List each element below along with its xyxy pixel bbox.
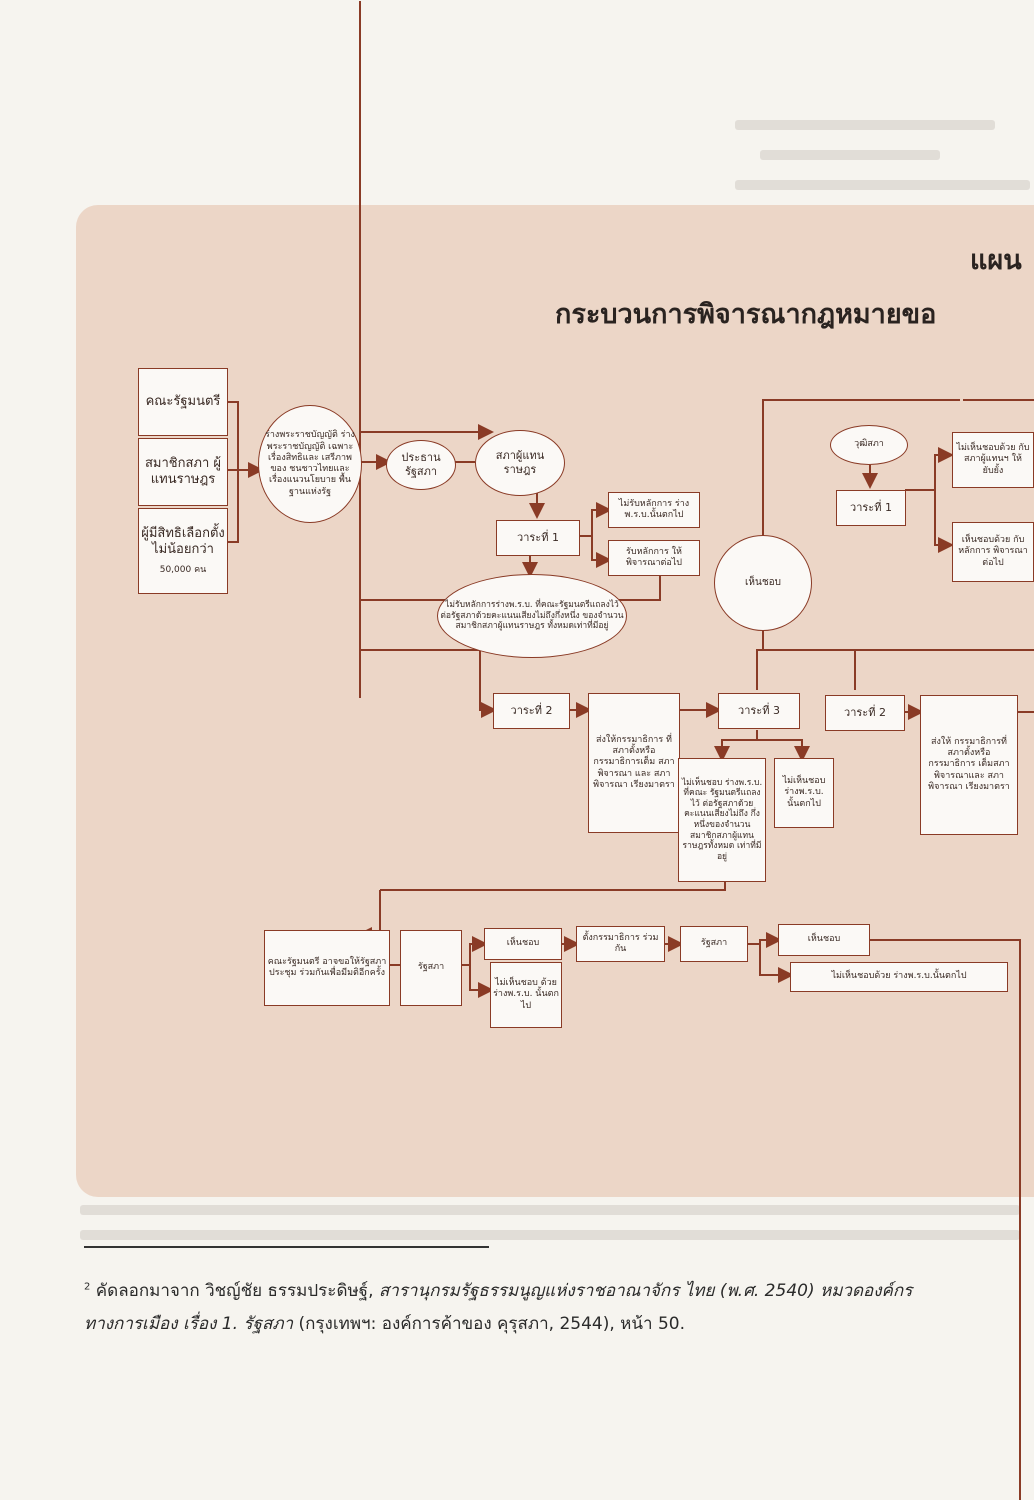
node-reject-principle: ไม่รับหลักการ ร่างพ.ร.บ.นั้นตกไป: [608, 492, 700, 528]
node-house: สภาผู้แทน ราษฎร: [475, 430, 565, 496]
node-joint-committee: ตั้งกรรมาธิการ ร่วมกัน: [576, 926, 665, 962]
node-reject-a: ไม่เห็นชอบ ด้วย ร่างพ.ร.บ. นั้นตกไป: [490, 962, 562, 1028]
node-voters-count: 50,000 คน: [159, 564, 207, 575]
node-parliament-a: รัฐสภา: [400, 930, 462, 1006]
node-reject-b: ไม่เห็นชอบด้วย ร่างพ.ร.บ.นั้นตกไป: [790, 962, 1008, 992]
node-reading1: วาระที่ 1: [496, 520, 580, 556]
node-senate-reject: ไม่เห็นชอบด้วย กับสภาผู้แทนฯ ให้ยับยั้ง: [952, 432, 1034, 488]
footnote-number: 2: [84, 1281, 91, 1293]
footnote-text-2: (กรุงเทพฯ: องค์การค้าของ คุรุสภา, 2544), หน้า 50.: [293, 1314, 685, 1335]
node-disagree: ไม่เห็นชอบ ร่างพ.ร.บ. นั้นตกไป: [774, 758, 834, 828]
node-agree-mid: เห็นชอบ: [714, 535, 812, 631]
footnote: [84, 1275, 954, 1341]
node-senate: วุฒิสภา: [830, 425, 908, 465]
diagram-title-line1: แผน: [970, 245, 1022, 276]
node-bill-types: ร่างพระราชบัญญัติ ร่างพระราชบัญญัติ เฉพาะเรื่องสิทธิและ เสรีภาพของ ชนชาวไทยและ เรื่องแนวนโยบาย พื้นฐานแห่งรัฐ: [258, 405, 362, 523]
node-senate-reading1: วาระที่ 1: [836, 490, 906, 526]
node-voters-label: ผู้มีสิทธิเลือกตั้ง ไม่น้อยกว่า: [141, 526, 225, 558]
node-cabinet: คณะรัฐมนตรี: [138, 368, 228, 436]
node-committee: ส่งให้กรรมาธิการ ที่สภาตั้งหรือ กรรมาธิการเต็ม สภาพิจารณา และ สภาพิจารณา เรียงมาตรา: [588, 693, 680, 833]
node-reject-note: ไม่รับหลักการร่างพ.ร.บ. ที่คณะรัฐมนตรีแถลงไว้ ต่อรัฐสภาด้วยคะแนนเสียงไม่ถึงกึ่งหนึ่ง ของจำนวนสมาชิกสภาผู้แทนราษฎร ทั้งหมดเท่าที่มีอยู่: [437, 574, 627, 658]
node-approve-a: เห็นชอบ: [484, 928, 562, 960]
node-voters: [138, 508, 228, 594]
node-reading3: วาระที่ 3: [718, 693, 800, 729]
node-reading2: วาระที่ 2: [493, 693, 570, 729]
footnote-title: สารานุกรมรัฐธรรมนูญแห่งราชอาณาจักร ไทย (พ.ศ. 2540) หมวดองค์กรทางการเมือง เรื่อง 1. รัฐสภา: [84, 1281, 913, 1335]
node-senate-accept: เห็นชอบด้วย กับหลักการ พิจารณาต่อไป: [952, 522, 1034, 582]
diagram-title-line2: กระบวนการพิจารณากฎหมายขอ: [555, 299, 937, 330]
node-accept-principle: รับหลักการ ให้พิจารณาต่อไป: [608, 540, 700, 576]
node-speaker: ประธาน รัฐสภา: [386, 440, 456, 490]
footnote-divider: [84, 1246, 489, 1248]
node-parliament-b: รัฐสภา: [680, 926, 748, 962]
node-joint-request: คณะรัฐมนตรี อาจขอให้รัฐสภาประชุม ร่วมกันเพื่อมีมติอีกครั้ง: [264, 930, 390, 1006]
footnote-text-1: คัดลอกมาจาก วิชญ์ชัย ธรรมประดิษฐ์,: [95, 1281, 379, 1301]
node-disagree-note: ไม่เห็นชอบ ร่างพ.ร.บ. ที่คณะ รัฐมนตรีแถลงไว้ ต่อรัฐสภาด้วย คะแนนเสียงไม่ถึง กึ่งหนึ่งของจำนวน สมาชิกสภาผู้แทน ราษฎรทั้งหมด เท่าที่มีอยู่: [678, 758, 766, 882]
node-senate-committee: ส่งให้ กรรมาธิการที่ สภาตั้งหรือ กรรมาธิการ เต็มสภา พิจารณาและ สภาพิจารณา เรียงมาตรา: [920, 695, 1018, 835]
node-senate-reading2: วาระที่ 2: [825, 695, 905, 731]
node-approve-b: เห็นชอบ: [778, 924, 870, 956]
node-mp: สมาชิกสภา ผู้แทนราษฎร: [138, 438, 228, 506]
